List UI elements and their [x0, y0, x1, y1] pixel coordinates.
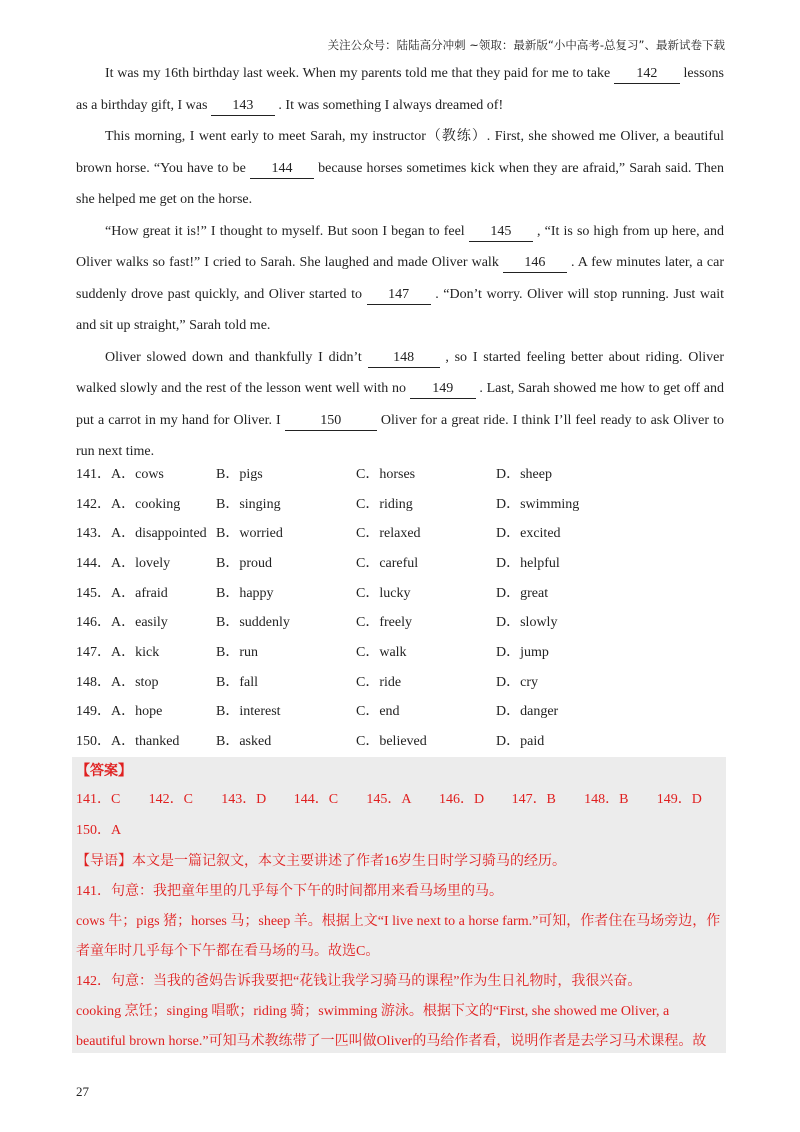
text: This morning, I went early to meet Sarah, my instructor（教练）. First, she showed me Oliver, a beautiful brown horse. “You have to be [76, 129, 724, 176]
option: 141．A．cows [76, 466, 164, 482]
option: B．asked [216, 734, 272, 750]
text: “How great it is!” I thought to myself. But soon I began to feel [105, 223, 469, 239]
option: D．sheep [496, 466, 552, 482]
option: 145．A．afraid [76, 585, 168, 601]
lead-text: 【导语】本文是一篇记叙文，本文主要讲述了作者16岁生日时学习骑马的经历。 [76, 854, 566, 869]
option-row [76, 488, 724, 518]
option: B．run [216, 644, 258, 660]
option-row [76, 606, 724, 636]
option: D．helpful [496, 555, 560, 571]
option: 142．A．cooking [76, 496, 181, 512]
option: C．careful [356, 555, 419, 571]
answer-key: 141．C [76, 792, 121, 807]
option: B．singing [216, 496, 281, 512]
blank-143: 143 [211, 97, 275, 116]
reading-passage [76, 58, 724, 468]
answer-key: 146．D [438, 792, 485, 807]
option: C．freely [356, 615, 412, 631]
option: 144．A．lovely [76, 555, 171, 571]
answer-key: 145．A [366, 792, 412, 807]
option: B．proud [216, 555, 272, 571]
option-row [76, 666, 724, 696]
text: Oliver slowed down and thankfully I didn’t [105, 349, 368, 365]
option: B．interest [216, 704, 281, 720]
option: 146．A．easily [76, 615, 168, 631]
text: , so I started feeling better about riding. Oliver walked slowly and the rest of the lesson went well with no [76, 349, 724, 396]
text: lessons as a birthday gift, I was [76, 66, 724, 113]
text: , “It is so high from up here, and Oliver walks so fast!” I cried to Sarah. She laughed and made Oliver walk [76, 223, 724, 270]
blank-144: 144 [250, 160, 314, 179]
blank-148: 148 [368, 349, 440, 368]
option: C．riding [356, 496, 413, 512]
blank-145: 145 [469, 223, 533, 242]
option-row [76, 577, 724, 607]
option: B．worried [216, 526, 283, 542]
option: D．cry [496, 674, 538, 690]
blank-149: 149 [410, 380, 476, 399]
text: . A few minutes later, a car suddenly drove past quickly, and Oliver started to [76, 255, 725, 302]
option: C．horses [356, 466, 416, 482]
text: It was my 16th birthday last week. When my parents told me that they paid for me to take [105, 66, 614, 81]
answer-key: 143．D [221, 792, 267, 807]
option: D．swimming [496, 496, 580, 512]
q142-explanation: cooking 烹饪；singing 唱歌；riding 骑；swimming 游泳。根据下文的“First, she showed me Oliver, a [76, 1004, 670, 1019]
option-row [76, 636, 724, 666]
text: . It was something I always dreamed of! [274, 97, 504, 113]
text: because horses sometimes kick when they are afraid,” Sarah said. Then she helped me get on the horse. [76, 160, 724, 207]
answer-key: 149．D [656, 792, 702, 807]
blank-150: 150 [285, 412, 377, 431]
blank-147: 147 [367, 286, 431, 305]
option: C．believed [356, 734, 427, 750]
blank-142: 142 [614, 65, 680, 84]
answer-key: 148．B [584, 792, 629, 807]
q141-explanation-cont: 者童年时几乎每个下午都在看马场的马。故选C。 [76, 944, 380, 959]
option-row [76, 547, 724, 577]
option: D．excited [496, 526, 561, 542]
option: C．walk [356, 644, 407, 660]
option: D．slowly [496, 615, 558, 631]
option: B．happy [216, 585, 274, 601]
q142-meaning: 142．句意：当我的爸妈告诉我要把“花钱让我学习骑马的课程”作为生日礼物时，我很兴奋。 [76, 974, 642, 989]
answer-heading: 【答案】 [76, 764, 132, 779]
option: 149．A．hope [76, 704, 163, 720]
option: 147．A．kick [76, 644, 160, 660]
option-row [76, 458, 724, 488]
options-list [76, 458, 724, 755]
paragraph-4 [76, 342, 724, 468]
option: 143．A．disappointed [76, 526, 207, 542]
option: C．relaxed [356, 526, 421, 542]
blank-146: 146 [503, 254, 567, 273]
answer-key: 147．B [511, 792, 556, 807]
option: B．suddenly [216, 615, 290, 631]
text: Oliver for a great ride. I think I’ll feel ready to ask Oliver to run next time. [76, 412, 725, 459]
answer-key-last: 150．A [76, 823, 122, 838]
q142-explanation-cont: beautiful brown horse.”可知马术教练带了一匹叫做Oliver的马给作者看，说明作者是去学习马术课程。故 [76, 1034, 707, 1049]
option-row [76, 696, 724, 726]
q141-meaning: 141．句意：我把童年里的几乎每个下午的时间都用来看马场里的马。 [76, 884, 503, 899]
option: D．great [496, 585, 549, 601]
option: B．fall [216, 674, 258, 690]
option: D．danger [496, 704, 559, 720]
option: B．pigs [216, 466, 263, 482]
option: 148．A．stop [76, 674, 159, 690]
paragraph-1 [76, 58, 724, 121]
option: D．paid [496, 734, 545, 750]
answer-key: 144．C [293, 792, 339, 807]
option-row [76, 725, 724, 755]
q141-explanation: cows 牛；pigs 猪；horses 马；sheep 羊。根据上文“I live next to a horse farm.”可知，作者住在马场旁边，作 [76, 914, 721, 929]
text: . Last, Sarah showed me how to get off and put a carrot in my hand for Oliver. I [76, 381, 724, 428]
option: C．lucky [356, 585, 411, 601]
paragraph-3 [76, 216, 724, 342]
option: C．ride [356, 674, 402, 690]
text: . “Don’t worry. Oliver will stop running. Just wait and sit up straight,” Sarah told me. [76, 286, 725, 333]
answer-key: 142．C [148, 792, 193, 807]
page-number: 27 [76, 1084, 89, 1099]
answer-keys [76, 788, 702, 808]
option: D．jump [496, 644, 549, 660]
page-header: 关注公众号：陆陆高分冲刺 ~领取：最新版“小中高考-总复习”、最新试卷下载 [327, 38, 725, 52]
option: C．end [356, 704, 400, 720]
paragraph-2 [76, 121, 724, 216]
option: 150．A．thanked [76, 734, 180, 750]
option-row [76, 517, 724, 547]
